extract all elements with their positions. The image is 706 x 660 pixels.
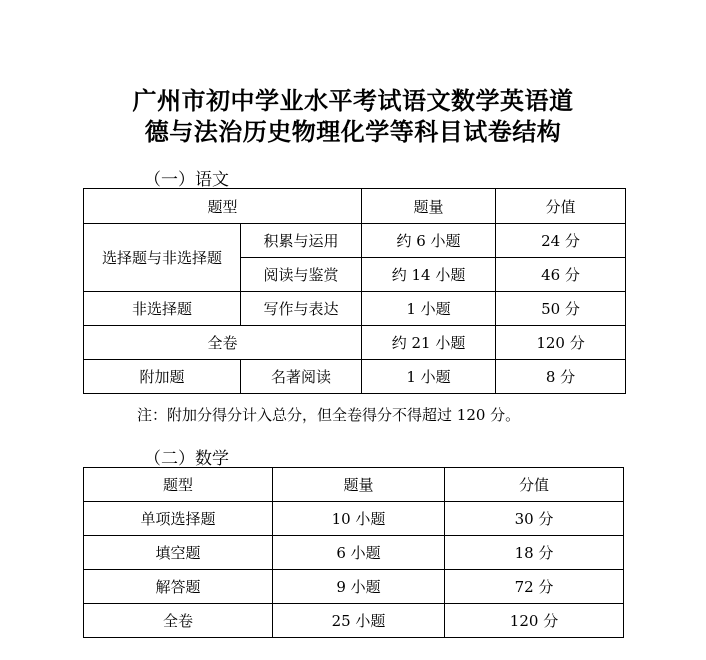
title-line-2: 德与法治历史物理化学等科目试卷结构: [144, 118, 562, 146]
row-score: 30 分: [445, 502, 624, 536]
math-exam-table: [83, 467, 624, 638]
row-count: 9 小题: [273, 570, 445, 604]
row-score: 46 分: [496, 258, 626, 292]
row-group-label: 附加题: [84, 360, 241, 394]
row-score: 8 分: [496, 360, 626, 394]
table-row: [84, 604, 624, 638]
row-count: 6 小题: [273, 536, 445, 570]
row-group-label: 非选择题: [84, 292, 241, 326]
row-count: 10 小题: [273, 502, 445, 536]
row-count: 约 6 小题: [362, 224, 496, 258]
table-header-row: [84, 189, 626, 224]
row-count: 25 小题: [273, 604, 445, 638]
table-row: [84, 360, 626, 394]
row-count: 1 小题: [362, 360, 496, 394]
chinese-exam-table: [83, 188, 626, 394]
table-row: [84, 224, 626, 258]
section-heading-chinese: （一）语文: [144, 170, 229, 190]
header-score: 分值: [445, 468, 624, 502]
row-type: 全卷: [84, 604, 273, 638]
table-row: [84, 536, 624, 570]
row-type: 单项选择题: [84, 502, 273, 536]
row-count: 约 21 小题: [362, 326, 496, 360]
row-score: 120 分: [496, 326, 626, 360]
row-group-label: 选择题与非选择题: [84, 224, 241, 292]
header-type: 题型: [84, 189, 362, 224]
table-note: 注：附加分得分计入总分，但全卷得分不得超过 120 分。: [137, 406, 521, 424]
title-line-1: 广州市初中学业水平考试语文数学英语道: [132, 87, 574, 115]
row-score: 24 分: [496, 224, 626, 258]
table-row: [84, 570, 624, 604]
header-count: 题量: [362, 189, 496, 224]
header-score: 分值: [496, 189, 626, 224]
row-score: 50 分: [496, 292, 626, 326]
section-heading-math: （二）数学: [144, 449, 229, 469]
row-score: 120 分: [445, 604, 624, 638]
header-count: 题量: [273, 468, 445, 502]
row-sub-label: 写作与表达: [241, 292, 362, 326]
document-title: [0, 86, 706, 148]
row-sub-label: 名著阅读: [241, 360, 362, 394]
row-sub-label: 积累与运用: [241, 224, 362, 258]
table-row: [84, 502, 624, 536]
table-row: [84, 326, 626, 360]
row-score: 18 分: [445, 536, 624, 570]
row-count: 约 14 小题: [362, 258, 496, 292]
row-type: 解答题: [84, 570, 273, 604]
row-total-label: 全卷: [84, 326, 362, 360]
table-header-row: [84, 468, 624, 502]
row-count: 1 小题: [362, 292, 496, 326]
row-sub-label: 阅读与鉴赏: [241, 258, 362, 292]
header-type: 题型: [84, 468, 273, 502]
row-score: 72 分: [445, 570, 624, 604]
table-row: [84, 292, 626, 326]
row-type: 填空题: [84, 536, 273, 570]
